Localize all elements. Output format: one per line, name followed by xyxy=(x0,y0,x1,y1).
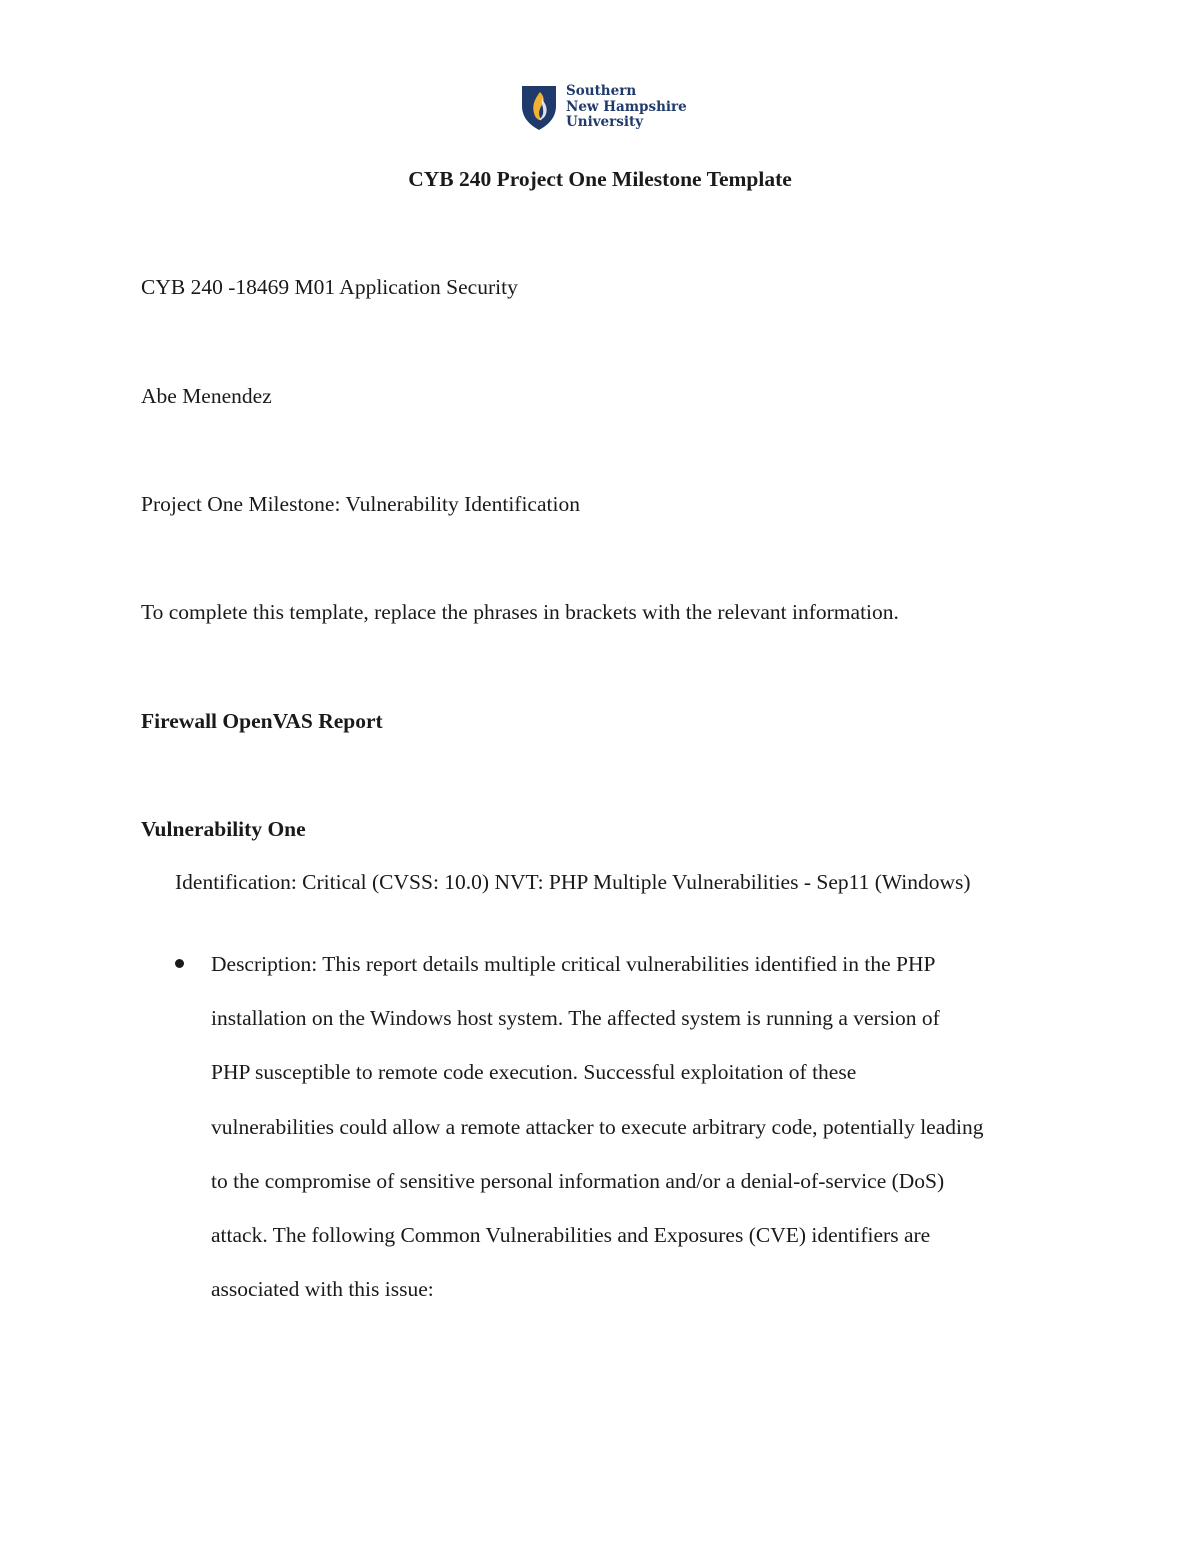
assignment-line: Project One Milestone: Vulnerability Identification xyxy=(141,492,580,516)
author-line: Abe Menendez xyxy=(141,384,272,408)
university-name xyxy=(566,84,687,131)
description-paragraph xyxy=(211,937,1081,1316)
logo-line-2: New Hampshire xyxy=(566,98,687,115)
identification-line: Identification: Critical (CVSS: 10.0) NVT: PHP Multiple Vulnerabilities - Sep11 (Windows) xyxy=(175,870,971,894)
logo-line-1: Southern xyxy=(566,83,637,99)
description-line: PHP susceptible to remote code execution. Successful exploitation of these xyxy=(211,1060,857,1085)
vulnerability-heading: Vulnerability One xyxy=(141,817,306,841)
description-line: attack. The following Common Vulnerabilities and Exposures (CVE) identifiers are xyxy=(211,1223,931,1248)
description-line: to the compromise of sensitive personal information and/or a denial-of-service (DoS) xyxy=(211,1168,945,1193)
section-heading: Firewall OpenVAS Report xyxy=(141,709,383,733)
university-logo xyxy=(520,84,690,134)
document-title: CYB 240 Project One Milestone Template xyxy=(408,167,792,191)
instructions-line: To complete this template, replace the phrases in brackets with the relevant information. xyxy=(141,600,899,624)
logo-line-3: University xyxy=(566,114,644,130)
description-line: vulnerabilities could allow a remote attacker to execute arbitrary code, potentially leading xyxy=(211,1114,984,1139)
course-line: CYB 240 -18469 M01 Application Security xyxy=(141,275,518,299)
description-line: associated with this issue: xyxy=(211,1277,434,1302)
bullet-icon xyxy=(175,959,184,968)
shield-flame-icon xyxy=(520,84,560,132)
description-line: installation on the Windows host system. The affected system is running a version of xyxy=(211,1006,940,1031)
description-line: Description: This report details multiple critical vulnerabilities identified in the PHP xyxy=(211,952,936,976)
